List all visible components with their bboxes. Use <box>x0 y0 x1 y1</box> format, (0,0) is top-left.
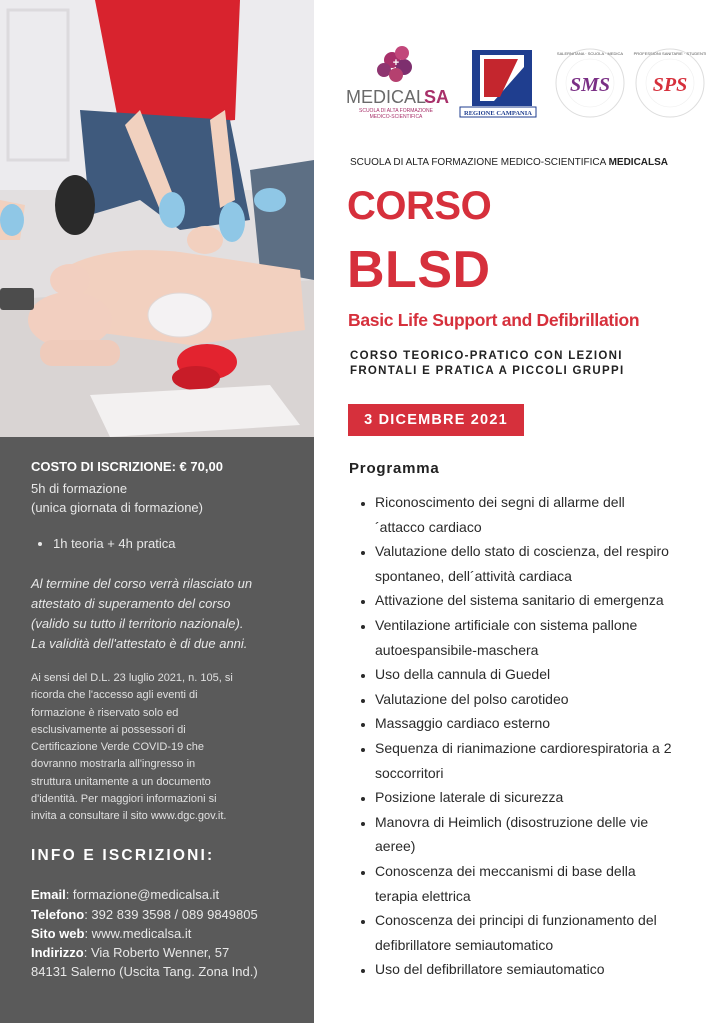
website-label: Sito web <box>31 926 85 941</box>
partner-logos <box>340 45 710 130</box>
phone-value[interactable]: : 392 839 3598 / 089 9849805 <box>84 907 258 922</box>
contact-website <box>31 926 191 941</box>
program-item <box>375 957 715 982</box>
certificate-line: (valido su tutto il territorio nazionale). <box>31 616 244 631</box>
legal-notice <box>31 670 286 826</box>
medicalsa-sub1: SCUOLA DI ALTA FORMAZIONE <box>359 108 433 114</box>
contact-phone <box>31 907 258 922</box>
sps-logo <box>634 49 707 117</box>
certificate-line: La validità dell'attestato è di due anni. <box>31 636 248 651</box>
medicalsa-name-a: MEDICAL <box>346 87 427 107</box>
contact-address <box>31 945 229 960</box>
medicalsa-name-b: SA <box>424 87 450 107</box>
campania-label: REGIONE CAMPANIA <box>464 110 532 117</box>
certificate-line: Al termine del corso verrà rilasciato un <box>31 576 253 591</box>
address-label: Indirizzo <box>31 945 84 960</box>
course-full-title: Basic Life Support and Defibrillation <box>348 310 640 330</box>
program-item-line: • Valutazione dello stato di coscienza, del respiro <box>375 543 669 560</box>
description-line: FRONTALI E PRATICA A PICCOLI GRUPPI <box>350 365 625 377</box>
school-brand: MEDICALSA <box>608 157 669 168</box>
certificate-note <box>31 574 291 654</box>
program-item <box>375 490 715 539</box>
email-label: Email <box>31 887 66 902</box>
left-column <box>0 0 314 1023</box>
school-subtitle <box>350 157 668 168</box>
program-item-line: autoespansibile-maschera <box>375 641 539 658</box>
program-item-line: • Massaggio cardiaco esterno <box>375 715 551 732</box>
legal-line: struttura unitamente a un documento <box>31 775 211 788</box>
cpr-scene-illustration <box>0 0 314 437</box>
program-item-line: • Conoscenza dei meccanismi di base della <box>375 862 636 879</box>
info-title: INFO E ISCRIZIONI: <box>31 847 215 864</box>
regione-campania-logo <box>460 50 536 117</box>
program-item <box>375 711 715 736</box>
program-item <box>375 662 715 687</box>
hours-text: 5h di formazione <box>31 481 128 496</box>
program-item-line: • Manovra di Heimlich (disostruzione delle vie <box>375 813 649 830</box>
program-item <box>375 736 715 785</box>
sps-ring-text: PROFESSIONI SANITARIE · STUDENTI <box>633 51 707 56</box>
heading-corso: CORSO <box>347 184 492 228</box>
website-value[interactable]: : www.medicalsa.it <box>84 926 192 941</box>
info-panel <box>0 437 314 1023</box>
sps-letters: SPS <box>652 74 688 96</box>
phone-label: Telefono <box>31 907 85 922</box>
description-line: CORSO TEORICO-PRATICO CON LEZIONI <box>350 350 623 362</box>
program-title: Programma <box>349 460 440 477</box>
legal-line: d'identità. Per maggiori informazioni si <box>31 793 217 806</box>
program-item <box>375 687 715 712</box>
program-item-line: defibrillatore semiautomatico <box>375 936 554 953</box>
program-item-line: soccorritori <box>375 764 444 781</box>
program-item <box>375 908 715 957</box>
legal-line: invita a consultare il sito www.dgc.gov.it. <box>31 810 227 823</box>
medicalsa-logo <box>346 46 449 120</box>
program-list <box>355 490 715 982</box>
contact-email <box>31 887 219 902</box>
program-item <box>375 859 715 908</box>
svg-text:+: + <box>392 57 400 69</box>
program-item <box>375 588 715 613</box>
sms-ring-text: SALERNITANA · SCUOLA · MEDICA <box>556 51 624 56</box>
program-item-line: • Conoscenza dei principi di funzionamento del <box>375 912 657 929</box>
program-item <box>375 785 715 810</box>
program-item-line: • Riconoscimento dei segni di allarme dell <box>375 494 625 510</box>
program-item <box>375 810 715 859</box>
program-item-line: terapia elettrica <box>375 887 471 904</box>
legal-line: formazione è riservato solo ed <box>31 706 179 719</box>
sms-logo <box>556 49 624 117</box>
cpr-training-photo <box>0 0 314 437</box>
school-prefix: SCUOLA DI ALTA FORMAZIONE MEDICO-SCIENTIFICA <box>350 157 609 168</box>
program-item-line: aeree) <box>375 838 416 855</box>
program-item-line: • Posizione laterale di sicurezza <box>375 789 564 806</box>
logo-bar <box>340 45 710 130</box>
legal-line: esclusivamente ai possessori di <box>31 723 186 736</box>
program-item <box>375 539 715 588</box>
sms-letters: SMS <box>569 74 611 96</box>
single-day-text: (unica giornata di formazione) <box>31 500 203 515</box>
course-description <box>350 349 624 379</box>
program-item-line: • Sequenza di rianimazione cardiorespiratoria a 2 <box>375 739 672 756</box>
email-value[interactable]: : formazione@medicalsa.it <box>65 887 220 902</box>
certificate-line: attestato di superamento del corso <box>31 596 231 611</box>
hours-split-item: • 1h teoria + 4h pratica <box>53 536 176 551</box>
medicalsa-sub2: MEDICO-SCIENTIFICA <box>369 114 423 120</box>
program-item-line: • Uso della cannula di Guedel <box>375 666 551 683</box>
program-item-line: spontaneo, dell´attività cardiaca <box>375 567 572 584</box>
program-item-line: • Attivazione del sistema sanitario di emergenza <box>375 592 664 609</box>
program-item-line: • Valutazione del polso carotideo <box>375 690 569 707</box>
hours-split-list <box>31 536 176 551</box>
address-value: : Via Roberto Wenner, 57 <box>83 945 230 960</box>
program-item-line: • Uso del defibrillatore semiautomatico <box>375 961 605 978</box>
legal-line: Certificazione Verde COVID-19 che <box>31 741 205 754</box>
legal-line: dovranno mostrarla all'ingresso in <box>31 758 196 771</box>
program-item-line: • Ventilazione artificiale con sistema pallone <box>375 616 638 633</box>
program-item <box>375 613 715 662</box>
legal-line: ricorda che l'accesso agli eventi di <box>31 689 198 702</box>
address-line-2: 84131 Salerno (Uscita Tang. Zona Ind.) <box>31 964 258 979</box>
registration-cost: COSTO DI ISCRIZIONE: € 70,00 <box>31 459 223 474</box>
program-item-line: ´attacco cardiaco <box>375 518 482 535</box>
heading-blsd: BLSD <box>347 241 491 299</box>
date-badge: 3 DICEMBRE 2021 <box>348 404 524 436</box>
legal-line: Ai sensi del D.L. 23 luglio 2021, n. 105, si <box>31 672 233 684</box>
